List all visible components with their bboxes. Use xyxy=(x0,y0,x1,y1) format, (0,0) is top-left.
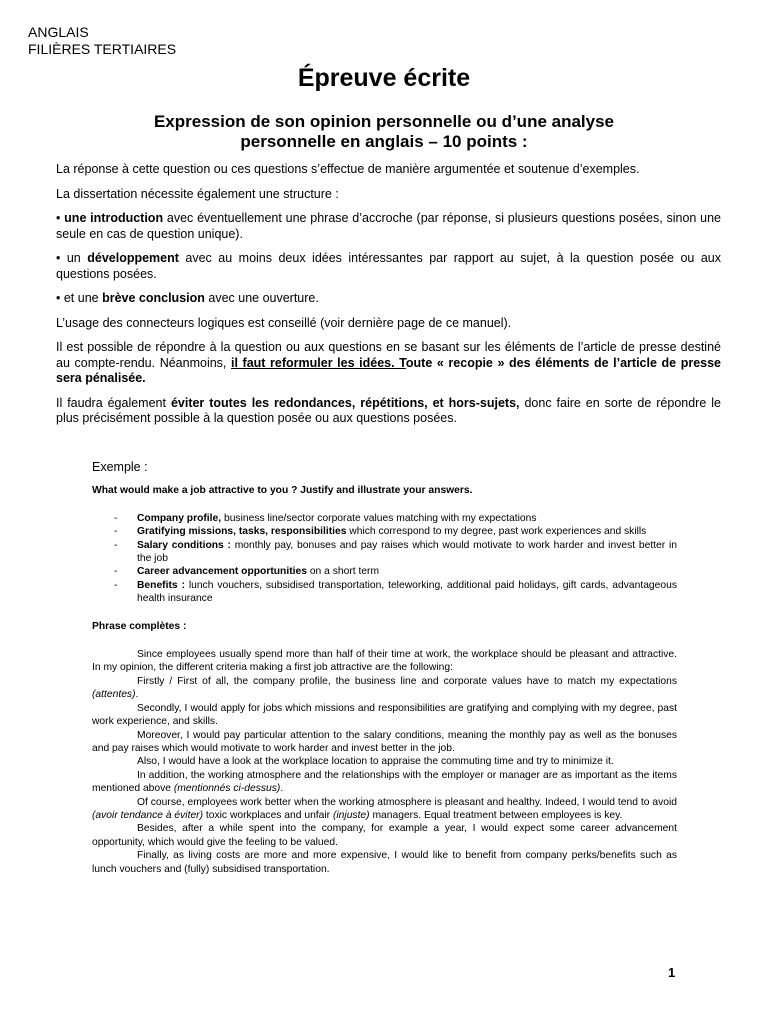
essay-sentence: Finally, as living costs are more and more expensive, I would like to benefit from company perks/benefits such as lunch vouchers and (fully) subsidised transportation. xyxy=(92,850,677,875)
instruction-paragraph: La réponse à cette question ou ces questions s’effectue de manière argumentée et soutenue d’exemples. xyxy=(56,162,640,176)
structure-item-introduction: • une introduction avec éventuellement une phrase d’accroche (par réponse, si plusieurs questions posées, sinon une seule en cas de question unique). xyxy=(56,211,721,241)
essay-sentence: Of course, employees work better when the working atmosphere is pleasant and healthy. Indeed, I would tend to avoid (avoir tendance à éviter) toxic workplaces and unfair (injuste) managers. Equal treatment between employees is key. xyxy=(92,796,677,821)
list-item: - Company profile, business line/sector corporate values matching with my expectations xyxy=(114,512,537,524)
sample-essay xyxy=(92,648,677,876)
instruction-paragraph: La dissertation nécessite également une structure : xyxy=(56,186,339,201)
essay-sentence: Secondly, I would apply for jobs which missions and responsibilities are gratifying and complying with my degree, past work experience, and skills. xyxy=(92,702,677,728)
structure-item-development: • un développement avec au moins deux idées intéressantes par rapport au sujet, à la question posée ou aux questions posées. xyxy=(56,251,721,281)
structure-item-conclusion: • et une brève conclusion avec une ouverture. xyxy=(56,291,319,305)
list-item: - Career advancement opportunities on a short term xyxy=(114,566,380,578)
list-item: - Salary conditions : monthly pay, bonuses and pay raises which would motivate to work harder and invest better in the job xyxy=(114,539,677,565)
page-number: 1 xyxy=(668,965,676,980)
reformulation-warning: Il est possible de répondre à la question ou aux questions en se basant sur les éléments de l’article de presse destiné au compte-rendu. Néanmoins, il faut reformuler les idées. Toute « recopie » des éléments de l’article de presse sera pénalisée. xyxy=(56,340,722,385)
list-item: - Gratifying missions, tasks, responsibilities which correspond to my degree, past work experiences and skills xyxy=(114,526,647,538)
essay-sentence: Firstly / First of all, the company profile, the business line and corporate values have to match my expectations (attentes). xyxy=(92,675,677,701)
essay-sentence: Moreover, I would pay particular attention to the salary conditions, meaning the monthly pay as well as the bonuses and pay raises which would motivate to work harder and invest better in the job. xyxy=(92,729,677,754)
section-subtitle xyxy=(100,112,668,152)
essay-sentence: In addition, the working atmosphere and the relationships with the employer or manager are as important as the items mentioned above (mentionnés ci-dessus). xyxy=(92,769,677,795)
subtitle-line-2: personnelle en anglais – 10 points : xyxy=(240,132,528,151)
redundancy-warning: Il faudra également éviter toutes les redondances, répétitions, et hors-sujets, donc faire en sorte de répondre le plus précisément possible à la question posée ou aux questions posées. xyxy=(56,395,721,425)
page-title: Épreuve écrite xyxy=(297,64,471,92)
example-question: What would make a job attractive to you ? Justify and illustrate your answers. xyxy=(92,485,473,497)
phrases-title: Phrase complètes : xyxy=(92,620,187,632)
example-label: Exemple : xyxy=(92,460,148,474)
essay-sentence: Also, I would have a look at the workplace location to appraise the commuting time and try to minimize it. xyxy=(137,756,614,768)
essay-sentence: Since employees usually spend more than half of their time at work, the workplace should be pleasant and attractive. In my opinion, the different criteria making a first job attractive are the following: xyxy=(92,649,677,674)
instruction-paragraph: L’usage des connecteurs logiques est conseillé (voir dernière page de ce manuel). xyxy=(56,315,512,330)
list-item: - Benefits : lunch vouchers, subsidised transportation, teleworking, additional paid holidays, gift cards, advantageous health insurance xyxy=(114,579,677,605)
track-line: FILIÈRES TERTIAIRES xyxy=(28,41,177,57)
subject-header xyxy=(28,24,176,58)
subtitle-line-1: Expression de son opinion personnelle ou d’une analyse xyxy=(153,112,615,131)
example-section xyxy=(92,461,677,876)
criteria-list xyxy=(92,512,677,606)
essay-sentence: Besides, after a while spent into the company, for example a year, I would expect some career advancement opportunity, which would give the feeling to be valued. xyxy=(92,823,677,848)
instructions xyxy=(56,162,721,436)
subject-line: ANGLAIS xyxy=(28,24,89,40)
